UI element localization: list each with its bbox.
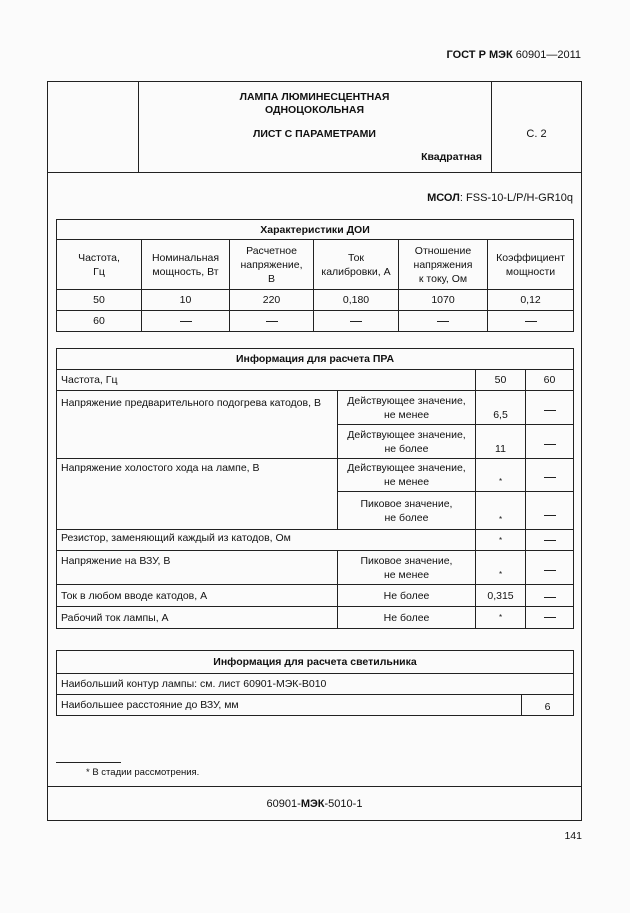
sheet-code	[47, 798, 582, 810]
header-text: мощность, Вт	[152, 265, 219, 278]
table-row	[57, 585, 574, 607]
page-ref: С. 2	[526, 128, 547, 140]
vzu-peak-cond	[338, 551, 476, 585]
openv-peak-value: *	[476, 492, 526, 530]
table-cell	[488, 311, 574, 332]
contour-ref: Наибольший контур лампы: см. лист 60901-МЭК-В010	[57, 674, 574, 695]
working-current-cond: Не более	[338, 607, 476, 629]
openv-peak-cond	[338, 492, 476, 530]
table-cell: 10	[142, 290, 230, 311]
table-cell: 0,180	[314, 290, 399, 311]
sheet-code-suffix: -5010-1	[324, 798, 363, 810]
cond-text: Пиковое значение,	[360, 497, 453, 510]
footnote: * В стадии рассмотрения.	[86, 767, 200, 778]
table-row	[57, 530, 574, 551]
cond-text: Действующее значение,	[347, 428, 466, 441]
table-row	[57, 391, 574, 425]
cond-text: не более	[384, 442, 429, 455]
doi-table-title: Характеристики ДОИ	[57, 220, 574, 240]
table-row	[57, 290, 574, 311]
standard-number: 60901—2011	[515, 49, 581, 61]
luminaire-table-title: Информация для расчета светильника	[57, 651, 574, 674]
lamp-title-line1: ЛАМПА ЛЮМИНЕСЦЕНТНАЯ	[239, 91, 390, 103]
sheet-code-bold: МЭК	[300, 798, 325, 810]
header-text: калибровки, А	[321, 265, 391, 278]
header-text: напряжения	[413, 258, 473, 271]
header-text: Расчетное	[246, 244, 297, 257]
pra-table-title: Информация для расчета ПРА	[57, 349, 574, 370]
doi-header-voltage	[230, 240, 314, 290]
table-cell	[142, 311, 230, 332]
standard-prefix: ГОСТ Р МЭК	[446, 49, 513, 61]
footnote-rule	[56, 762, 121, 763]
dash-cell	[526, 492, 574, 530]
cathode-current-cond: Не более	[338, 585, 476, 607]
doi-header-frequency	[57, 240, 142, 290]
table-row	[57, 551, 574, 585]
title-right-divider	[491, 81, 492, 173]
header-text: Коэффициент	[496, 251, 565, 264]
table-cell: 0,12	[488, 290, 574, 311]
lamp-shape: Квадратная	[421, 151, 482, 163]
resistor-label: Резистор, заменяющий каждый из катодов, Ом	[57, 530, 476, 551]
lamp-title	[138, 91, 491, 117]
header-text: Ток	[347, 251, 365, 264]
openv-label: Напряжение холостого хода на лампе, В	[57, 459, 338, 530]
cond-text: Действующее значение,	[347, 394, 466, 407]
doi-table	[56, 219, 574, 332]
mcol-value: : FSS-10-L/P/H-GR10q	[459, 192, 573, 204]
freq-label: Частота, Гц	[57, 370, 476, 391]
preheat-max-cond	[338, 425, 476, 459]
table-row	[57, 311, 574, 332]
doi-header-current	[314, 240, 399, 290]
cathode-current-label: Ток в любом вводе катодов, А	[57, 585, 338, 607]
dash-cell	[526, 585, 574, 607]
openv-rms-value: *	[476, 459, 526, 492]
table-cell	[314, 311, 399, 332]
dash-cell	[526, 551, 574, 585]
table-cell: 50	[57, 290, 142, 311]
dash-cell	[526, 607, 574, 629]
doi-header-powerfactor	[488, 240, 574, 290]
table-row	[57, 370, 574, 391]
preheat-min-cond	[338, 391, 476, 425]
cond-text: Действующее значение,	[347, 462, 466, 474]
preheat-min-value: 6,5	[476, 391, 526, 425]
header-text: к току, Ом	[418, 272, 468, 285]
cond-text: не менее	[383, 568, 430, 581]
header-text: мощности	[505, 265, 556, 278]
header-text: Отношение	[414, 244, 472, 257]
table-row	[57, 674, 574, 695]
sheet-title: ЛИСТ С ПАРАМЕТРАМИ	[253, 128, 376, 140]
table-row	[57, 607, 574, 629]
cond-text: не менее	[383, 408, 430, 421]
luminaire-table	[56, 650, 574, 716]
table-cell	[230, 311, 314, 332]
distance-value: 6	[522, 695, 574, 716]
freq-60: 60	[526, 370, 574, 391]
mcol-designation	[427, 192, 573, 204]
vzu-label: Напряжение на ВЗУ, В	[57, 551, 338, 585]
table-row	[57, 695, 574, 716]
document-header	[446, 49, 581, 61]
openv-rms-cond	[338, 459, 476, 492]
lamp-title-line2: ОДНОЦОКОЛЬНАЯ	[264, 104, 365, 116]
preheat-label: Напряжение предварительного подогрева катодов, В	[57, 391, 338, 459]
dash-cell	[526, 459, 574, 492]
cond-text: не менее	[383, 476, 430, 488]
table-cell: 220	[230, 290, 314, 311]
preheat-max-value: 11	[476, 425, 526, 459]
dash-cell	[526, 530, 574, 551]
pra-table	[56, 348, 574, 629]
distance-label: Наибольшее расстояние до ВЗУ, мм	[57, 695, 522, 716]
header-text: Номинальная	[151, 251, 220, 264]
vzu-value: *	[476, 551, 526, 585]
cathode-current-value: 0,315	[476, 585, 526, 607]
header-text: Частота,	[78, 251, 120, 264]
working-current-label: Рабочий ток лампы, А	[57, 607, 338, 629]
sheet-code-prefix: 60901-	[266, 798, 301, 810]
table-cell	[399, 311, 488, 332]
cond-text: Пиковое значение,	[360, 554, 453, 567]
doi-header-ratio	[399, 240, 488, 290]
freq-50: 50	[476, 370, 526, 391]
resistor-value: *	[476, 530, 526, 551]
header-text: напряжение,	[240, 258, 303, 271]
dash-cell	[526, 391, 574, 425]
table-row	[57, 459, 574, 492]
dash-cell	[526, 425, 574, 459]
working-current-value: *	[476, 607, 526, 629]
header-text: В	[267, 272, 275, 285]
mcol-label: МСОЛ	[427, 192, 460, 204]
title-bottom-line	[47, 172, 582, 173]
header-text: Гц	[93, 265, 105, 278]
table-cell: 1070	[399, 290, 488, 311]
footer-top-line	[47, 786, 582, 787]
doi-header-power	[142, 240, 230, 290]
page-number: 141	[564, 830, 582, 842]
cond-text: не более	[384, 511, 429, 524]
table-cell: 60	[57, 311, 142, 332]
